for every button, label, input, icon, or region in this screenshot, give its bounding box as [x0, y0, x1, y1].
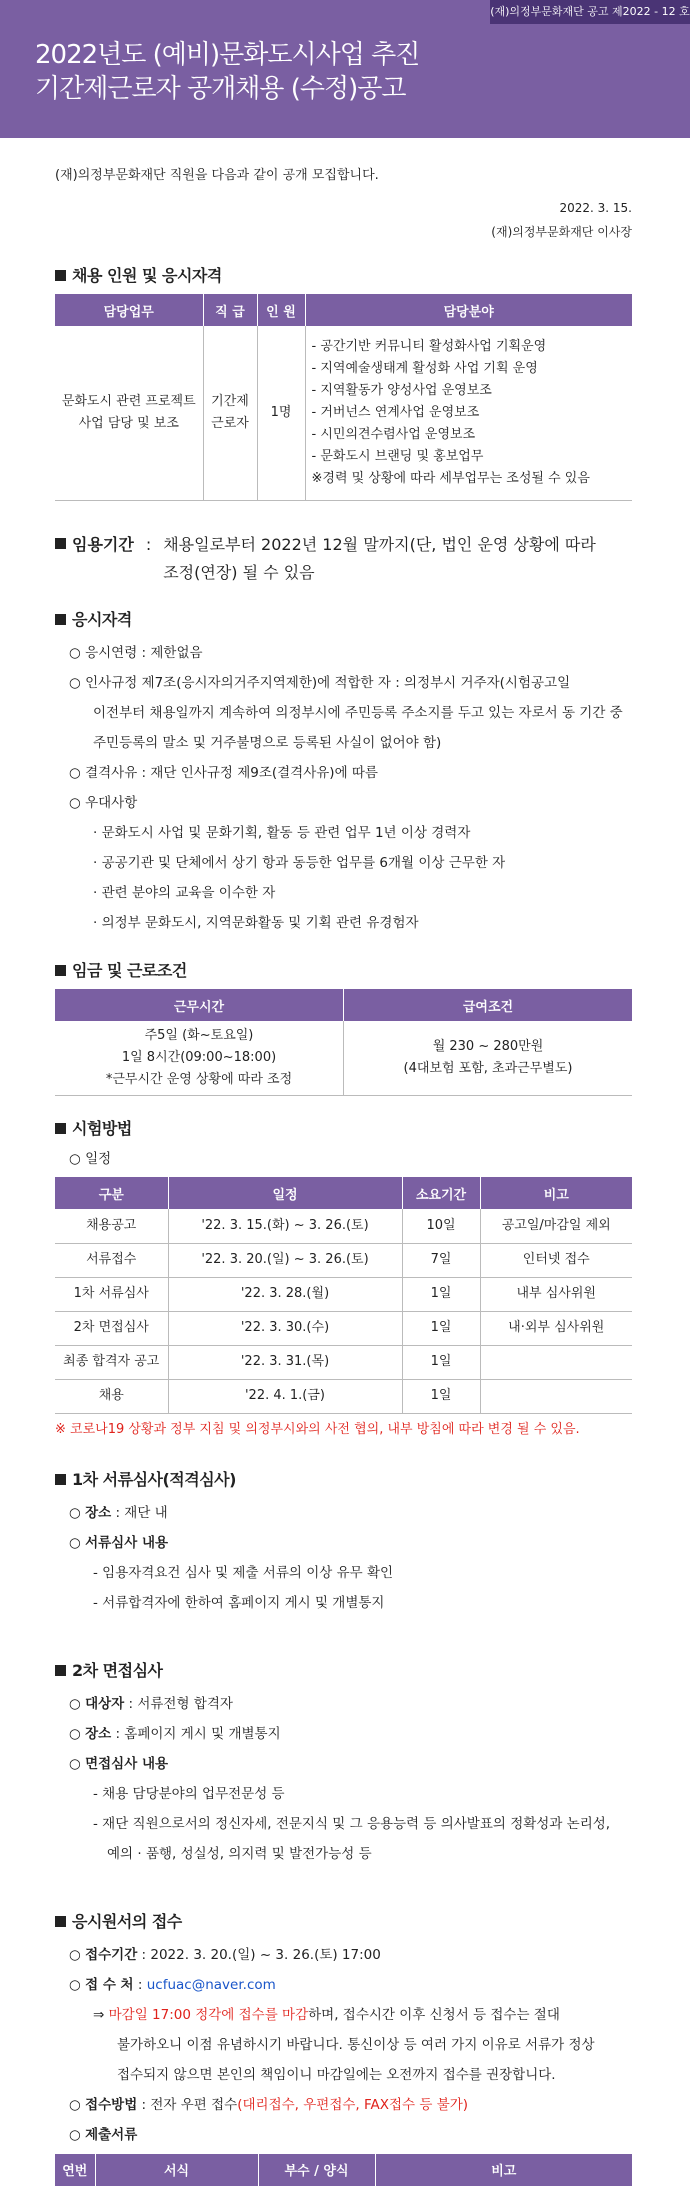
period-line-1: 채용일로부터 2022년 12월 말까지(단, 법인 운영 상황에 따라: [163, 535, 596, 554]
col-header: 일정: [168, 1177, 402, 1209]
count-cell: 1명: [257, 326, 305, 501]
deadline-notice-3: 접수되지 않으면 본인의 책임이니 마감일에는 오전까지 접수를 권장합니다.: [117, 2066, 556, 2083]
interview-target: ○ 대상자 : 서류전형 합격자: [69, 1695, 233, 1712]
intro-text: (재)의정부문화재단 직원을 다음과 같이 공개 모집합니다.: [55, 168, 379, 183]
col-header: 인 원: [257, 294, 305, 326]
notice-number: (재)의정부문화재단 공고 제2022 - 12 호: [490, 0, 690, 24]
schedule-label: ○ 일정: [69, 1151, 112, 1167]
exam-heading: 시험방법: [55, 1116, 632, 1139]
col-header: 소요기간: [402, 1177, 480, 1209]
table-row: [55, 326, 632, 501]
interview-content-label: ○ 면접심사 내용: [69, 1755, 169, 1772]
apply-destination: ○ 접 수 처 : ucfuac@naver.com: [69, 1976, 276, 1993]
task-cell: 문화도시 관련 프로젝트 사업 담당 및 보조: [55, 326, 203, 501]
col-header: 구분: [55, 1177, 168, 1209]
square-bullet-icon: [55, 1916, 66, 1927]
square-bullet-icon: [55, 614, 66, 625]
col-header: 담당분야: [305, 294, 632, 326]
col-header: 직 급: [203, 294, 257, 326]
docs-label: ○ 제출서류: [69, 2126, 138, 2143]
square-bullet-icon: [55, 965, 66, 976]
first-place: ○ 장소 : 재단 내: [69, 1504, 168, 1521]
col-header: 근무시간: [55, 989, 344, 1021]
qualification-heading: 응시자격: [55, 607, 632, 630]
interview-place: ○ 장소 : 홈페이지 게시 및 개별통지: [69, 1725, 281, 1742]
list-item: - 서류합격자에 한하여 홈페이지 게시 및 개별통지: [93, 1594, 385, 1611]
table-row: 채용 '22. 4. 1.(금) 1일: [55, 1379, 632, 1413]
col-header: 담당업무: [55, 294, 203, 326]
deadline-notice-2: 불가하오니 이점 유념하시기 바랍니다. 통신이상 등 여러 가지 이유로 서류가 정상: [117, 2036, 595, 2053]
schedule-table: [55, 1177, 632, 1414]
wage-heading: 임금 및 근로조건: [55, 958, 632, 981]
col-header: 비고: [480, 1177, 632, 1209]
col-header: 급여조건: [344, 989, 633, 1021]
qualification-list: ○ 응시연령 : 제한없음 ○ 인사규정 제7조(응시자의거주지역제한)에 적합한 자 : 의정부시 거주자(시험공고일 이전부터 채용일까지 계속하여 의정부시에 주민등록 주소지를 두고 있는 자로서 동 기간 중 주민등록의 말소 및 거주불명으로 등록된 사실이 없어야 함) ○ 결격사유 : 재단 인사규정 제9조(결격사유)에 따름 ○ 우대사항 · 문화도시 사업 및 문화기획, 활동 등 관련 업무 1년 이상 경력자 · 공공기관 및 단체에서 상기 항과 동등한 업무를 6개월 이상 근무한 자 · 관련 분야의 교육을 이수한 자 · 의정부 문화도시, 지역문화활동 및 기획 관련 유경험자: [69, 645, 623, 931]
duties-cell: - 공간기반 커뮤니티 활성화사업 기획운영 - 지역예술생태계 활성화 사업 기획 운영 - 지역활동가 양성사업 운영보조 - 거버넌스 연계사업 운영보조 - 시민의견수렴사업 운영보조 - 문화도시 브랜딩 및 홍보업무 ※경력 및 상황에 따라 세부업무는 조성될 수 있음: [305, 326, 632, 501]
table-row: 2차 면접심사 '22. 3. 30.(수) 1일 내·외부 심사위원: [55, 1311, 632, 1345]
square-bullet-icon: [55, 538, 66, 549]
square-bullet-icon: [55, 1665, 66, 1676]
wage-table: [55, 989, 632, 1096]
apply-method: ○ 접수방법 : 전자 우편 접수(대리접수, 우편접수, FAX접수 등 불가): [69, 2096, 469, 2113]
col-header: 비고: [375, 2154, 632, 2186]
deadline-notice: ⇒ 마감일 17:00 정각에 접수를 마감하며, 접수시간 이후 신청서 등 접수는 절대: [93, 2006, 560, 2023]
docs-table: [55, 2154, 632, 2186]
table-row: 채용공고 '22. 3. 15.(화) ~ 3. 26.(토) 10일 공고일/마감일 제외: [55, 1209, 632, 1243]
hours-cell: 주5일 (화~토요일) 1일 8시간(09:00~18:00) *근무시간 운영 상황에 따라 조정: [55, 1021, 344, 1096]
col-header: 부수 / 양식: [258, 2154, 375, 2186]
table-row: 최종 합격자 공고 '22. 3. 31.(목) 1일: [55, 1345, 632, 1379]
table-row: 1차 서류심사 '22. 3. 28.(월) 1일 내부 심사위원: [55, 1277, 632, 1311]
list-item: - 채용 담당분야의 업무전문성 등: [93, 1785, 285, 1802]
interview-heading: 2차 면접심사: [55, 1658, 632, 1681]
square-bullet-icon: [55, 1474, 66, 1485]
list-item: - 재단 직원으로서의 정신자세, 전문지식 및 그 응용능력 등 의사발표의 정확성과 논리성,: [93, 1815, 611, 1832]
recruit-heading: 채용 인원 및 응시자격: [55, 263, 632, 286]
list-item-continued: 예의 · 품행, 성실성, 의지력 및 발전가능성 등: [107, 1845, 372, 1862]
pay-cell: 월 230 ~ 280만원 (4대보험 포함, 초과근무별도): [344, 1021, 633, 1096]
header-banner: [0, 0, 690, 138]
square-bullet-icon: [55, 1123, 66, 1134]
title-line-1: 2022년도 (예비)문화도시사업 추진: [35, 40, 420, 70]
col-header: 연번: [55, 2154, 95, 2186]
title-line-2: 기간제근로자 공개채용 (수정)공고: [35, 74, 406, 104]
table-row: [55, 1021, 632, 1096]
square-bullet-icon: [55, 270, 66, 281]
list-item: - 임용자격요건 심사 및 제출 서류의 이상 유무 확인: [93, 1564, 394, 1581]
col-header: 서식: [95, 2154, 258, 2186]
recruit-table: [55, 294, 632, 501]
employment-period: 임용기간 : 채용일로부터 2022년 12월 말까지(단, 법인 운영 상황에 따라 조정(연장) 될 수 있음: [55, 531, 632, 587]
apply-heading: 응시원서의 접수: [55, 1909, 632, 1932]
grade-cell: 기간제 근로자: [203, 326, 257, 501]
arrow-icon: ⇒: [93, 2006, 105, 2023]
period-line-2: 조정(연장) 될 수 있음: [163, 563, 315, 582]
apply-period: ○ 접수기간 : 2022. 3. 20.(일) ~ 3. 26.(토) 17:00: [69, 1946, 381, 1963]
first-screening-heading: 1차 서류심사(적격심사): [55, 1467, 632, 1490]
first-content-label: ○ 서류심사 내용: [69, 1534, 169, 1551]
signature: (재)의정부문화재단 이사장: [491, 225, 632, 239]
table-row: 서류접수 '22. 3. 20.(일) ~ 3. 26.(토) 7일 인터넷 접수: [55, 1243, 632, 1277]
notice-date: 2022. 3. 15.: [559, 201, 632, 215]
covid-note: ※ 코로나19 상황과 정부 지침 및 의정부시와의 사전 협의, 내부 방침에 따라 변경 될 수 있음.: [55, 1421, 580, 1437]
email-link[interactable]: ucfuac@naver.com: [146, 1976, 276, 1993]
document-body: [0, 164, 690, 2186]
page-title: [35, 38, 419, 106]
